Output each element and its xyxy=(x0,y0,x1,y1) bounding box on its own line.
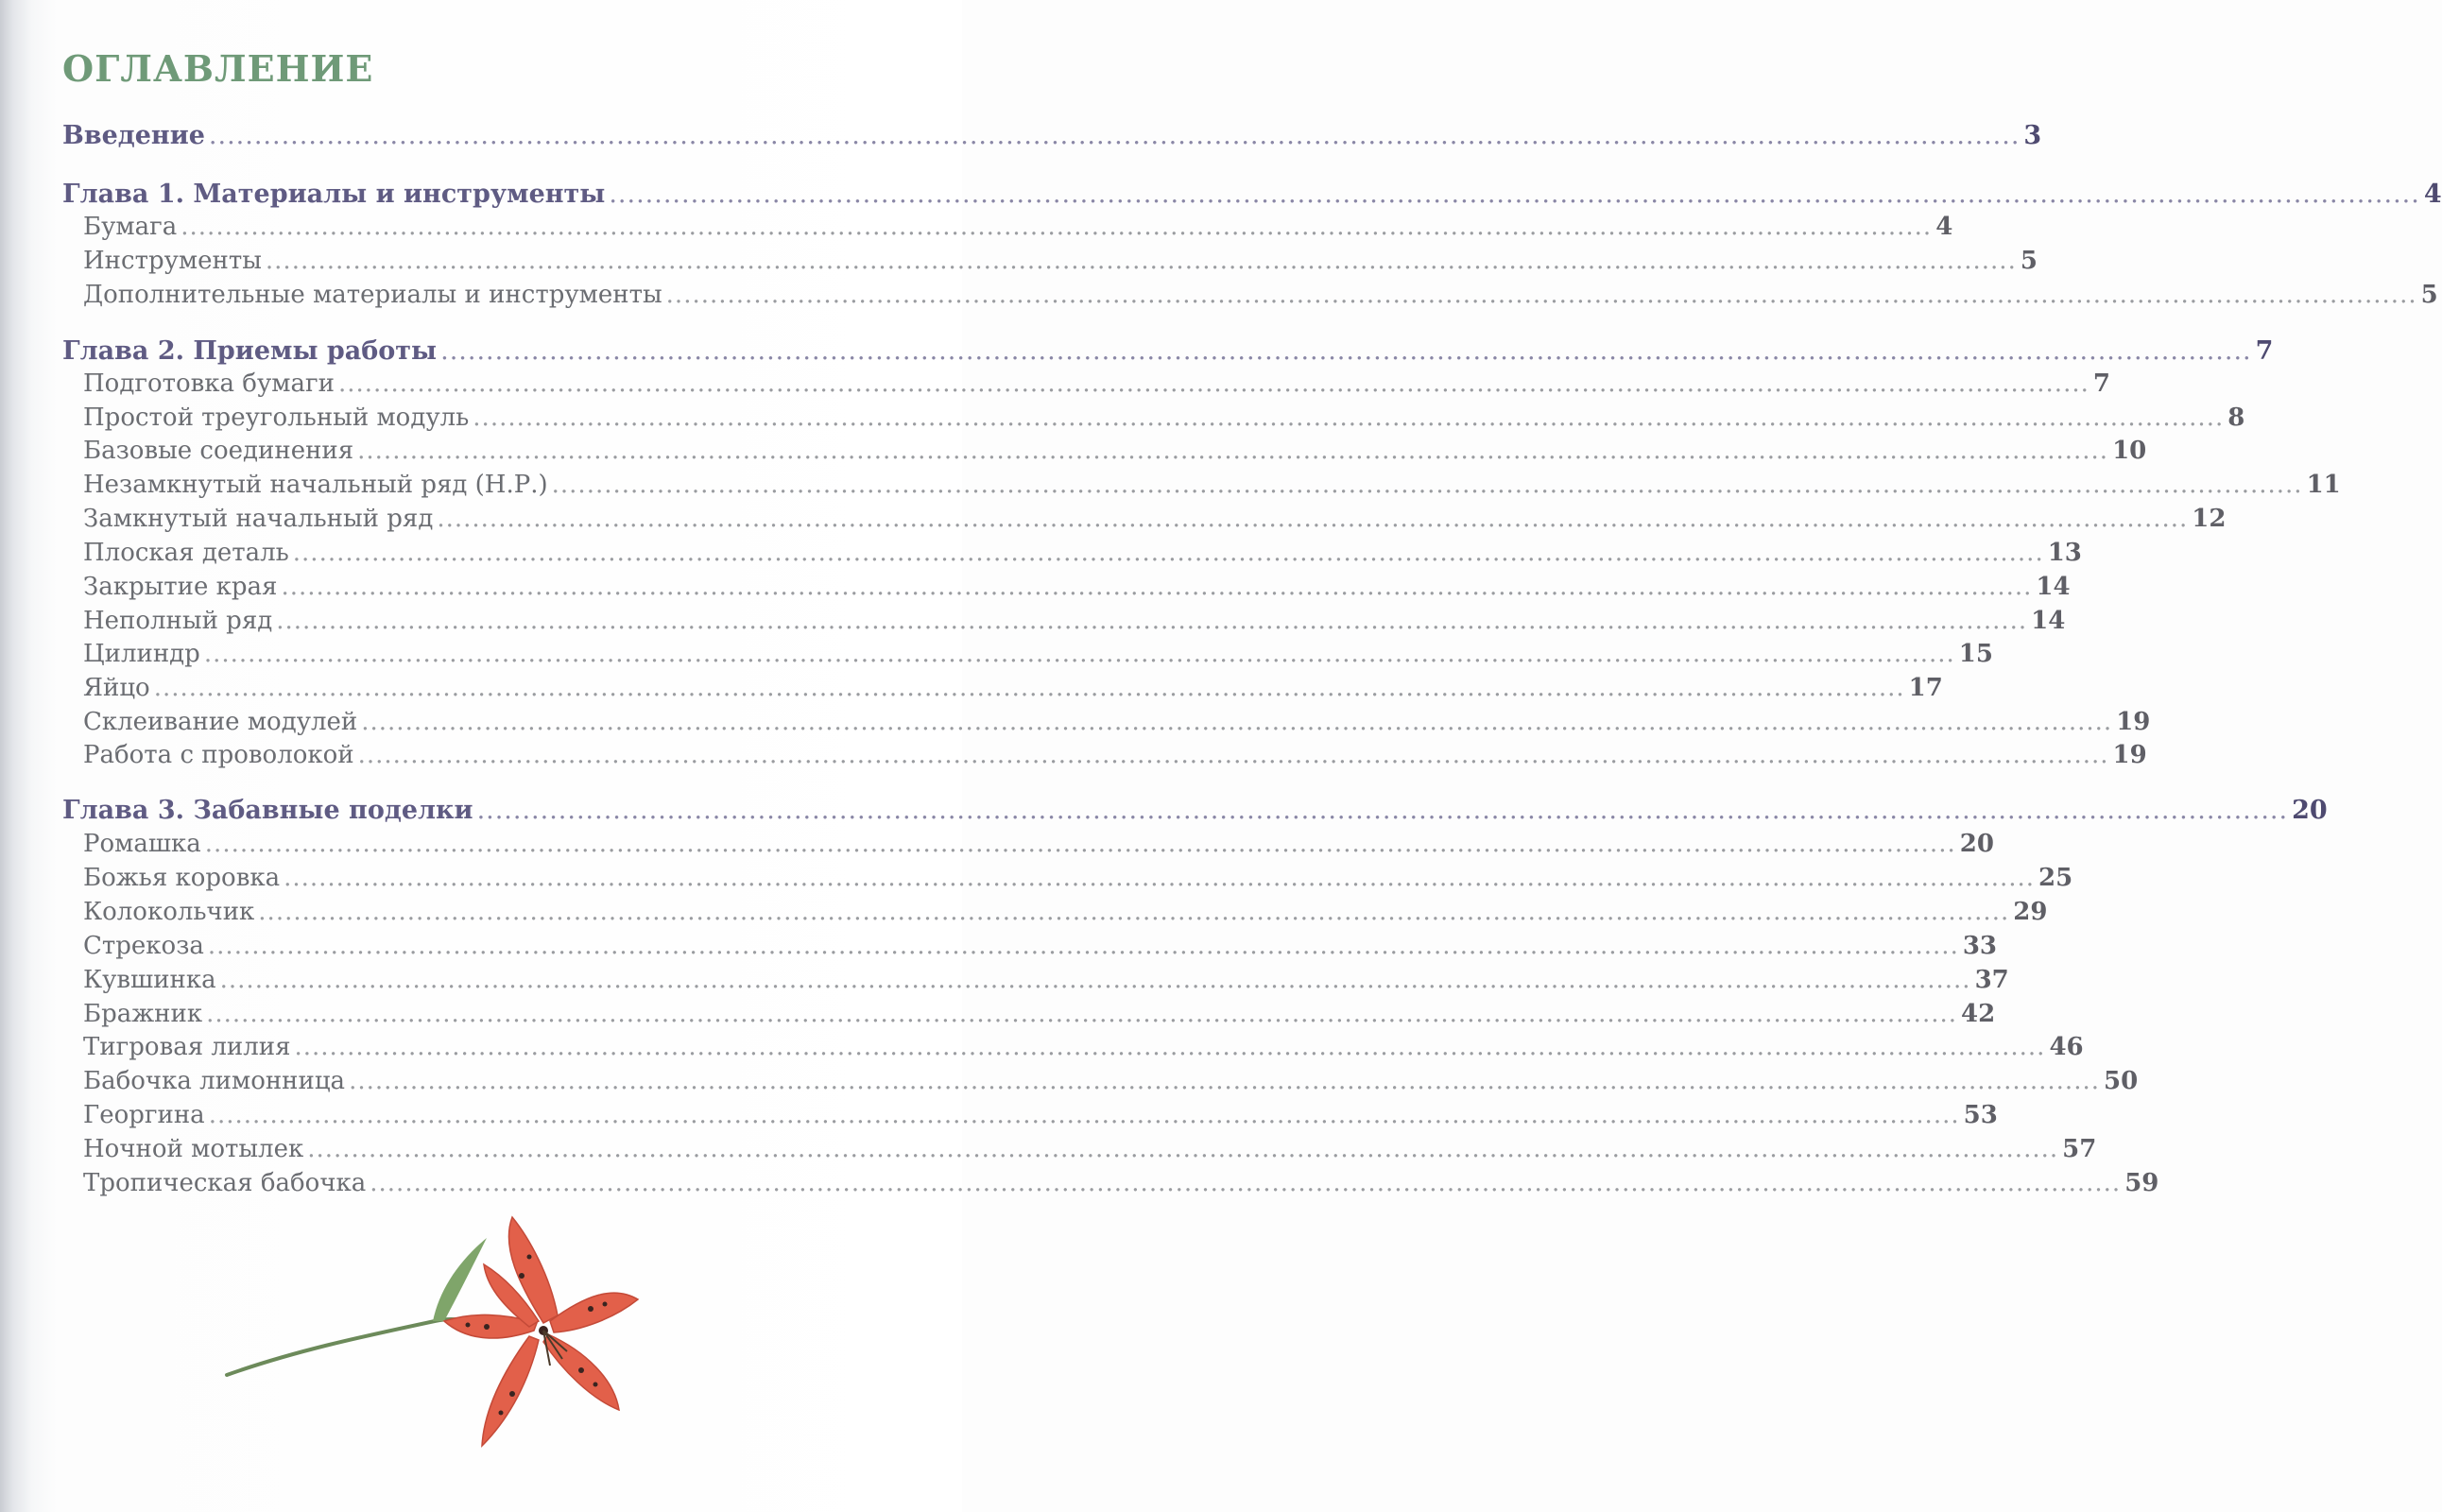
toc-entry-label: Инструменты xyxy=(83,247,262,275)
toc-page-number: 15 xyxy=(1958,640,1993,668)
toc-chapter-entry[interactable] xyxy=(62,336,2274,369)
dot-leader: ........................................................................................................................................................................................................ xyxy=(265,247,2017,275)
toc-page-number: 20 xyxy=(1959,830,1994,858)
toc-page-number: 4 xyxy=(2423,180,2442,209)
toc-entry-label: Колокольчик xyxy=(83,898,255,926)
dot-leader: ........................................................................................................................................................................................................ xyxy=(206,1000,1958,1028)
toc-entry-label: Кувшинка xyxy=(83,966,216,994)
dot-leader: ........................................................................................................................................................................................................ xyxy=(473,404,2225,432)
toc-entry[interactable] xyxy=(83,281,2438,313)
toc-entry-label: Стрекоза xyxy=(83,932,204,960)
toc-entry-label: Глава 2. Приемы работы xyxy=(62,336,438,366)
dot-leader: ........................................................................................................................................................................................................ xyxy=(292,539,2044,567)
dot-leader: ........................................................................................................................................................................................................ xyxy=(440,336,2252,366)
toc-entry-label: Божья коровка xyxy=(83,864,281,892)
toc-page-number: 5 xyxy=(2020,247,2038,275)
dot-leader: ........................................................................................................................................................................................................ xyxy=(219,966,1971,994)
toc-entry-label: Подготовка бумаги xyxy=(83,369,335,398)
toc-entry-label: Склеивание модулей xyxy=(83,708,358,736)
toc-entry[interactable] xyxy=(83,1101,1998,1133)
toc-page-number: 53 xyxy=(1963,1101,1998,1129)
toc-entry[interactable] xyxy=(83,1169,2159,1201)
toc-entry[interactable] xyxy=(83,674,1943,706)
toc-page-number: 20 xyxy=(2292,796,2328,825)
toc-page-number: 11 xyxy=(2306,471,2341,499)
dot-leader: ........................................................................................................................................................................................................ xyxy=(294,1033,2046,1061)
toc-entry[interactable] xyxy=(83,708,2151,740)
toc-entry[interactable] xyxy=(83,437,2147,469)
toc-entry-label: Яйцо xyxy=(83,674,150,702)
toc-page-number: 4 xyxy=(1935,213,1953,241)
dot-leader: ........................................................................................................................................................................................................ xyxy=(665,281,2417,309)
toc-entry[interactable] xyxy=(83,1000,1996,1032)
toc-entry[interactable] xyxy=(83,640,1993,672)
toc-page-number: 3 xyxy=(2023,121,2042,150)
toc-page-number: 42 xyxy=(1961,1000,1996,1028)
toc-entry-label: Плоская деталь xyxy=(83,539,289,567)
toc-page-number: 57 xyxy=(2062,1135,2097,1163)
dot-leader: ........................................................................................................................................................................................................ xyxy=(208,1101,1960,1129)
toc-entry[interactable] xyxy=(83,864,2073,896)
dot-leader: ........................................................................................................................................................................................................ xyxy=(153,674,1905,702)
toc-page-number: 10 xyxy=(2112,437,2147,465)
toc-page-number: 13 xyxy=(2047,539,2082,567)
toc-entry-label: Работа с проволокой xyxy=(83,741,354,769)
dot-leader: ........................................................................................................................................................................................................ xyxy=(361,708,2113,736)
dot-leader: ........................................................................................................................................................................................................ xyxy=(349,1067,2100,1095)
toc-page-number: 29 xyxy=(2013,898,2048,926)
toc-entry[interactable] xyxy=(83,741,2147,773)
toc-entry[interactable] xyxy=(83,213,1953,245)
toc-chapter-entry[interactable] xyxy=(62,121,2042,153)
toc-entry-label: Глава 3. Забавные поделки xyxy=(62,796,473,825)
toc-entry[interactable] xyxy=(83,1135,2097,1167)
dot-leader: ........................................................................................................................................................................................................ xyxy=(276,607,2028,635)
toc-page-number: 25 xyxy=(2038,864,2073,892)
toc-entry[interactable] xyxy=(83,573,2071,605)
toc-page-number: 5 xyxy=(2420,281,2438,309)
toc-entry[interactable] xyxy=(83,369,2110,402)
toc-page-number: 37 xyxy=(1974,966,2009,994)
toc-page-number: 14 xyxy=(2036,573,2071,601)
dot-leader: ........................................................................................................................................................................................................ xyxy=(258,898,2010,926)
page-title: ОГЛАВЛЕНИЕ xyxy=(62,47,374,90)
dot-leader: ........................................................................................................................................................................................................ xyxy=(181,213,1933,241)
toc-entry[interactable] xyxy=(83,966,2009,998)
toc-entry-label: Простой треугольный модуль xyxy=(83,404,470,432)
toc-entry[interactable] xyxy=(83,830,1994,862)
dot-leader: ........................................................................................................................................................................................................ xyxy=(208,121,2021,150)
dot-leader: ........................................................................................................................................................................................................ xyxy=(609,180,2420,209)
toc-page-number: 33 xyxy=(1962,932,1998,960)
dot-leader: ........................................................................................................................................................................................................ xyxy=(207,932,1959,960)
toc-entry[interactable] xyxy=(83,404,2245,436)
toc-entry-label: Введение xyxy=(62,121,205,150)
toc-entry-label: Замкнутый начальный ряд xyxy=(83,505,434,533)
toc-entry-label: Незамкнутый начальный ряд (Н.Р.) xyxy=(83,471,548,499)
toc-entry-label: Базовые соединения xyxy=(83,437,354,465)
toc-entry-label: Ромашка xyxy=(83,830,201,858)
toc-entry[interactable] xyxy=(83,247,2038,279)
tiger-lily-flower-icon xyxy=(217,1210,652,1493)
toc-entry[interactable] xyxy=(83,471,2341,503)
dot-leader: ........................................................................................................................................................................................................ xyxy=(437,505,2189,533)
toc-page-number: 19 xyxy=(2116,708,2151,736)
toc-entry-label: Глава 1. Материалы и инструменты xyxy=(62,180,606,209)
dot-leader: ........................................................................................................................................................................................................ xyxy=(476,796,2289,825)
toc-page-number: 50 xyxy=(2104,1067,2139,1095)
dot-leader: ........................................................................................................................................................................................................ xyxy=(370,1169,2122,1197)
toc-entry-label: Дополнительные материалы и инструменты xyxy=(83,281,662,309)
toc-page-number: 17 xyxy=(1908,674,1943,702)
toc-chapter-entry[interactable] xyxy=(62,180,2442,212)
toc-entry-label: Тропическая бабочка xyxy=(83,1169,367,1197)
dot-leader: ........................................................................................................................................................................................................ xyxy=(357,741,2109,769)
toc-chapter-entry[interactable] xyxy=(62,796,2328,828)
toc-entry-label: Неполный ряд xyxy=(83,607,273,635)
toc-entry[interactable] xyxy=(83,932,1998,964)
toc-entry-label: Бумага xyxy=(83,213,178,241)
toc-entry-label: Бабочка лимонница xyxy=(83,1067,346,1095)
toc-page-number: 46 xyxy=(2049,1033,2084,1061)
toc-entry-label: Георгина xyxy=(83,1101,205,1129)
toc-entry[interactable] xyxy=(83,1067,2139,1099)
toc-page-number: 19 xyxy=(2112,741,2147,769)
dot-leader: ........................................................................................................................................................................................................ xyxy=(281,573,2033,601)
toc-entry-label: Закрытие края xyxy=(83,573,278,601)
dot-leader: ........................................................................................................................................................................................................ xyxy=(337,369,2089,398)
dot-leader: ........................................................................................................................................................................................................ xyxy=(204,830,1956,858)
dot-leader: ........................................................................................................................................................................................................ xyxy=(284,864,2036,892)
toc-page-number: 59 xyxy=(2124,1169,2159,1197)
toc-entry-label: Тигровая лилия xyxy=(83,1033,291,1061)
toc-entry[interactable] xyxy=(83,539,2082,571)
toc-entry[interactable] xyxy=(83,898,2048,930)
toc-entry[interactable] xyxy=(83,1033,2084,1065)
toc-page-number: 7 xyxy=(2092,369,2110,398)
toc-entry[interactable] xyxy=(83,607,2066,639)
dot-leader: ........................................................................................................................................................................................................ xyxy=(307,1135,2059,1163)
toc-page-number: 14 xyxy=(2031,607,2066,635)
toc-page-number: 7 xyxy=(2255,336,2274,366)
toc-page-number: 12 xyxy=(2192,505,2227,533)
dot-leader: ........................................................................................................................................................................................................ xyxy=(551,471,2303,499)
toc-entry-label: Бражник xyxy=(83,1000,203,1028)
dot-leader: ........................................................................................................................................................................................................ xyxy=(203,640,1955,668)
dot-leader: ........................................................................................................................................................................................................ xyxy=(357,437,2109,465)
toc-entry-label: Цилиндр xyxy=(83,640,200,668)
toc-page-number: 8 xyxy=(2227,404,2245,432)
toc-entry-label: Ночной мотылек xyxy=(83,1135,304,1163)
toc-entry[interactable] xyxy=(83,505,2227,537)
